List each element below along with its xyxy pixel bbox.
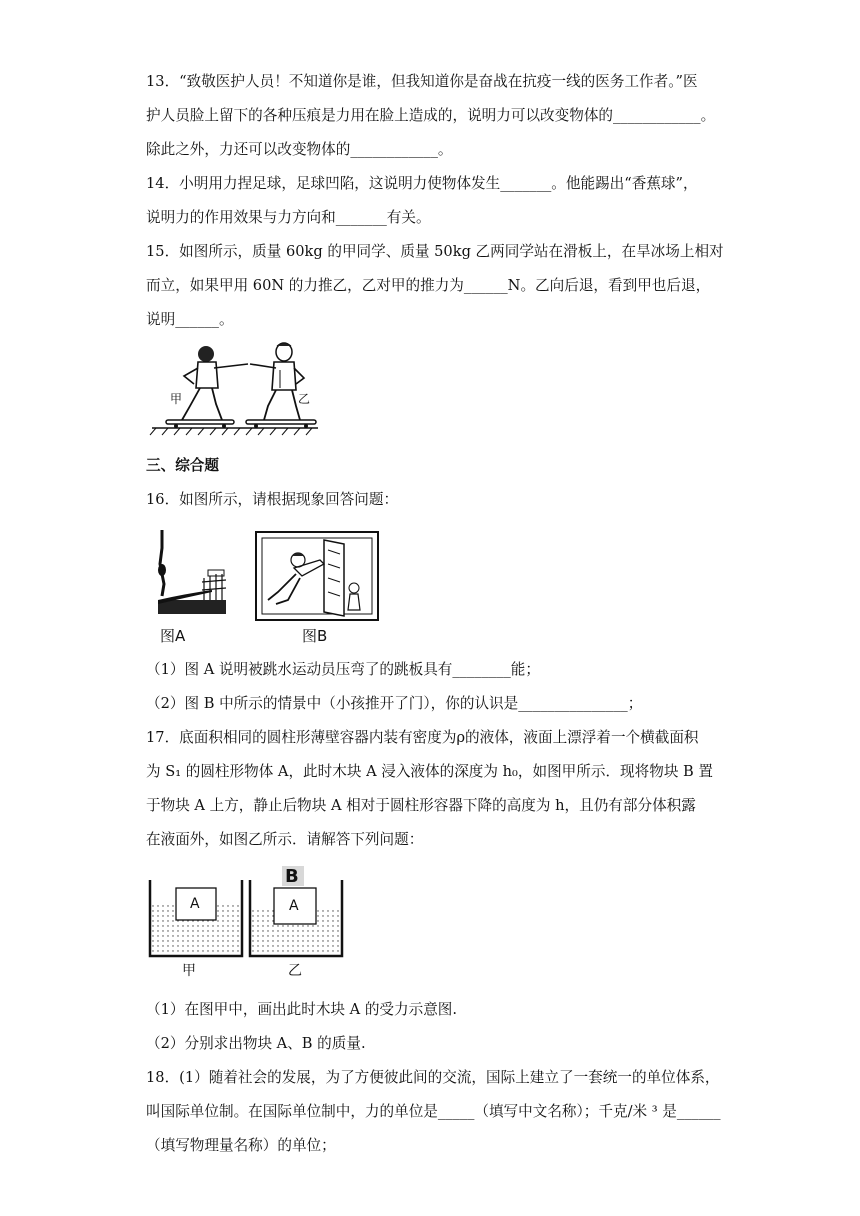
- figure-a-caption: 图A: [160, 627, 186, 645]
- skater-b-label: 乙: [298, 392, 311, 406]
- containers-illustration: [146, 864, 356, 980]
- q17-line-1: 17．底面积相同的圆柱形薄壁容器内装有密度为ρ的液体，液面上漂浮着一个横截面积: [146, 729, 699, 746]
- skaters-illustration: [146, 340, 326, 436]
- q14-line-2: 说明力的作用效果与力方向和_______有关。: [146, 209, 431, 226]
- q17-part-1: （1）在图甲中，画出此时木块 A 的受力示意图.: [146, 1001, 458, 1018]
- containers-figure: [146, 864, 356, 980]
- q17-line-2: 为 S₁ 的圆柱形物体 A，此时木块 A 浸入液体的深度为 h₀，如图甲所示．现将物块 B 置: [146, 763, 714, 780]
- q18-line-2: 叫国际单位制。在国际单位制中，力的单位是_____（填写中文名称）；千克/米 ³ 是______: [146, 1103, 721, 1120]
- figure-a-diving: [148, 528, 236, 618]
- q17-line-3: 于物块 A 上方，静止后物块 A 相对于圆柱形容器下降的高度为 h，且仍有部分体积露: [146, 797, 696, 814]
- q13-line-1: 13．“致敬医护人员！不知道你是谁，但我知道你是奋战在抗疫一线的医务工作者。”医: [146, 73, 698, 90]
- q15-line-3: 说明______。: [146, 311, 234, 328]
- skaters-figure: [146, 340, 326, 436]
- q17-part-2: （2）分别求出物块 A、B 的质量.: [146, 1035, 366, 1052]
- diving-board-illustration: [148, 528, 236, 618]
- q16-part-2: （2）图 B 中所示的情景中（小孩推开了门），你的认识是_______________；: [146, 695, 643, 712]
- figure-b-caption: 图B: [302, 627, 328, 645]
- q15-line-2: 而立，如果甲用 60N 的力推乙，乙对甲的推力为______N。乙向后退，看到甲也后退，: [146, 277, 711, 294]
- block-b-label: B: [285, 866, 299, 887]
- container-b-caption: 乙: [288, 963, 302, 979]
- q18-line-1: 18．(1）随着社会的发展，为了方便彼此间的交流，国际上建立了一套统一的单位体系，: [146, 1069, 720, 1086]
- door-push-illustration: [254, 530, 380, 622]
- container-a-caption: 甲: [182, 963, 196, 979]
- q17-line-4: 在液面外，如图乙所示．请解答下列问题：: [146, 831, 424, 848]
- q13-line-2: 护人员脸上留下的各种压痕是力用在脸上造成的，说明力可以改变物体的____________。: [146, 107, 716, 124]
- q16-line-1: 16．如图所示，请根据现象回答问题：: [146, 491, 399, 508]
- skater-a-label: 甲: [170, 392, 183, 406]
- q14-line-1: 14．小明用力捏足球，足球凹陷，这说明力使物体发生_______。他能踢出“香蕉球”，: [146, 175, 698, 192]
- q16-part-1: （1）图 A 说明被跳水运动员压弯了的跳板具有________能；: [146, 661, 540, 678]
- block-a-label-right: A: [289, 898, 299, 914]
- q13-line-3: 除此之外，力还可以改变物体的____________。: [146, 141, 453, 158]
- section-heading: 三、综合题: [146, 457, 219, 474]
- figure-b-door: [254, 530, 380, 622]
- q15-line-1: 15．如图所示，质量 60kg 的甲同学、质量 50kg 乙两同学站在滑板上，在旱冰场上相对: [146, 243, 724, 260]
- block-a-label-left: A: [190, 896, 200, 912]
- q18-line-3: （填写物理量名称）的单位；: [146, 1137, 336, 1154]
